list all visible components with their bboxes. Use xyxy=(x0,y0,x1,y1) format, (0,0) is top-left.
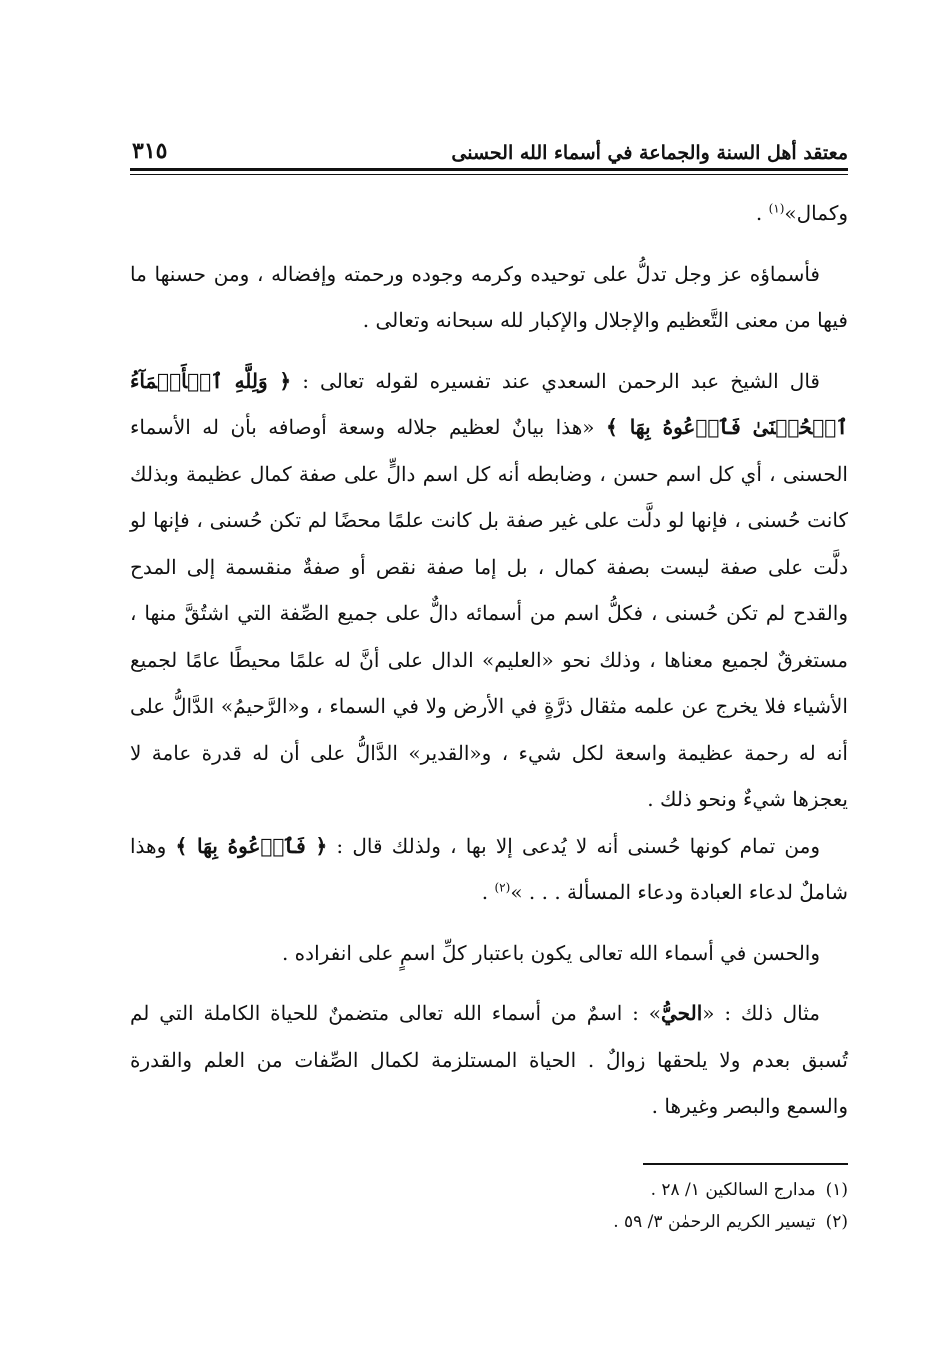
paragraph-4 xyxy=(130,823,848,916)
quran-verse-2: ﴿ فَٱدۡعُوهُ بِهَا ﴾ xyxy=(175,833,328,858)
footnote-number: (١) xyxy=(825,1180,848,1200)
page-number: ٣١٥ xyxy=(132,138,168,164)
running-header xyxy=(130,124,848,164)
footnote-number: (٢) xyxy=(825,1212,848,1232)
footnote-1 xyxy=(130,1174,848,1206)
paragraph-3 xyxy=(130,358,848,823)
paragraph-2: فأسماؤه عز وجل تدلُّ على توحيده وكرمه وجوده ورحمته وإفضاله ، ومن حسنها ما فيها من معنى التَّعظيم والإجلال والإكبار لله سبحانه وتعالى . xyxy=(130,261,848,332)
paragraph-6-rest: » : اسمٌ من أسماء الله تعالى متضمنٌ للحياة الكاملة التي لم تُسبق بعدم ولا يلحقها زوالٌ . الحياة المستلزمة لكمال الصِّفات من العلم والقدرة والسمع والبصر وغيرها . xyxy=(130,1001,848,1118)
paragraph-6 xyxy=(130,990,848,1130)
header-title: معتقد أهل السنة والجماعة في أسماء الله الحسنى xyxy=(451,142,848,164)
footnote-ref-2: (٢) xyxy=(494,880,511,895)
footnote-2 xyxy=(130,1206,848,1238)
quran-verse-1: ﴿ وَلِلَّهِ ٱلۡأَسۡمَآءُ ٱلۡحُسۡنَىٰ فَٱدۡعُوهُ بِهَا ﴾ xyxy=(130,368,849,439)
paragraph-4-rest: وهذا شاملٌ لدعاء العبادة ودعاء المسألة . . . » xyxy=(130,833,848,904)
paragraph-1 xyxy=(130,190,848,237)
paragraph-4-intro: ومن تمام كونها حُسنى أنه لا يُدعى إلا بها ، ولذلك قال : xyxy=(327,833,820,858)
highlighted-name: الحيُّ xyxy=(661,1001,703,1025)
paragraph-5: والحسن في أسماء الله تعالى يكون باعتبار كلِّ اسمٍ على انفراده . xyxy=(281,940,820,965)
footnote-ref-1: (١) xyxy=(768,201,785,216)
header-rule-thin xyxy=(130,174,848,175)
footnotes xyxy=(130,1174,848,1238)
paragraph-3-intro: قال الشيخ عبد الرحمن السعدي عند تفسيره لقوله تعالى : xyxy=(291,368,820,393)
main-text xyxy=(130,190,848,1130)
paragraph-6-intro: مثال ذلك : « xyxy=(702,1001,820,1025)
footnote-text: مدارج السالكين ١/ ٢٨ . xyxy=(650,1180,816,1200)
paragraph-1-end: . xyxy=(755,201,769,225)
footnote-text: تيسير الكريم الرحمٰن ٣/ ٥٩ . xyxy=(613,1212,816,1232)
paragraph-3-quote: «هذا بيانٌ لعظيم جلاله وسعة أوصافه بأن له الأسماء الحسنى ، أي كل اسم حسن ، وضابطه أنه كل اسم دالٍّ على صفة كمال عظيمة وبذلك كانت حُسنى ، فإنها لو دلَّت على غير صفة بل كانت علمًا محضًا لم تكن حُسنى ، فإنها لو دلَّت على صفة ليست بصفة كمال ، بل إما صفة نقص أو صفةٌ منقسمة إلى المدح والقدح لم تكن حُسنى ، فكلُّ اسم من أسمائه دالٌّ على جميع الصِّفة التي اشتُقَّ منها ، مستغرقٌ لجميع معناها ، وذلك نحو «العليم» الدال على أنَّ له علمًا محيطًا عامًا لجميع الأشياء فلا يخرج عن علمه مثقال ذرَّةٍ في الأرض ولا في السماء ، و«الرَّحيمُ» الدَّالُّ على أنه له رحمة عظيمة واسعة لكل شيء ، و«القدير» الدَّالُّ على أن له قدرة عامة لا يعجزها شيءٌ ونحو ذلك . xyxy=(130,415,849,811)
header-rule-thick xyxy=(130,168,848,171)
paragraph-4-end: . xyxy=(481,880,495,904)
paragraph-1-text: وكمال» xyxy=(784,201,848,225)
book-page xyxy=(130,0,848,1372)
footnote-separator xyxy=(643,1163,848,1165)
